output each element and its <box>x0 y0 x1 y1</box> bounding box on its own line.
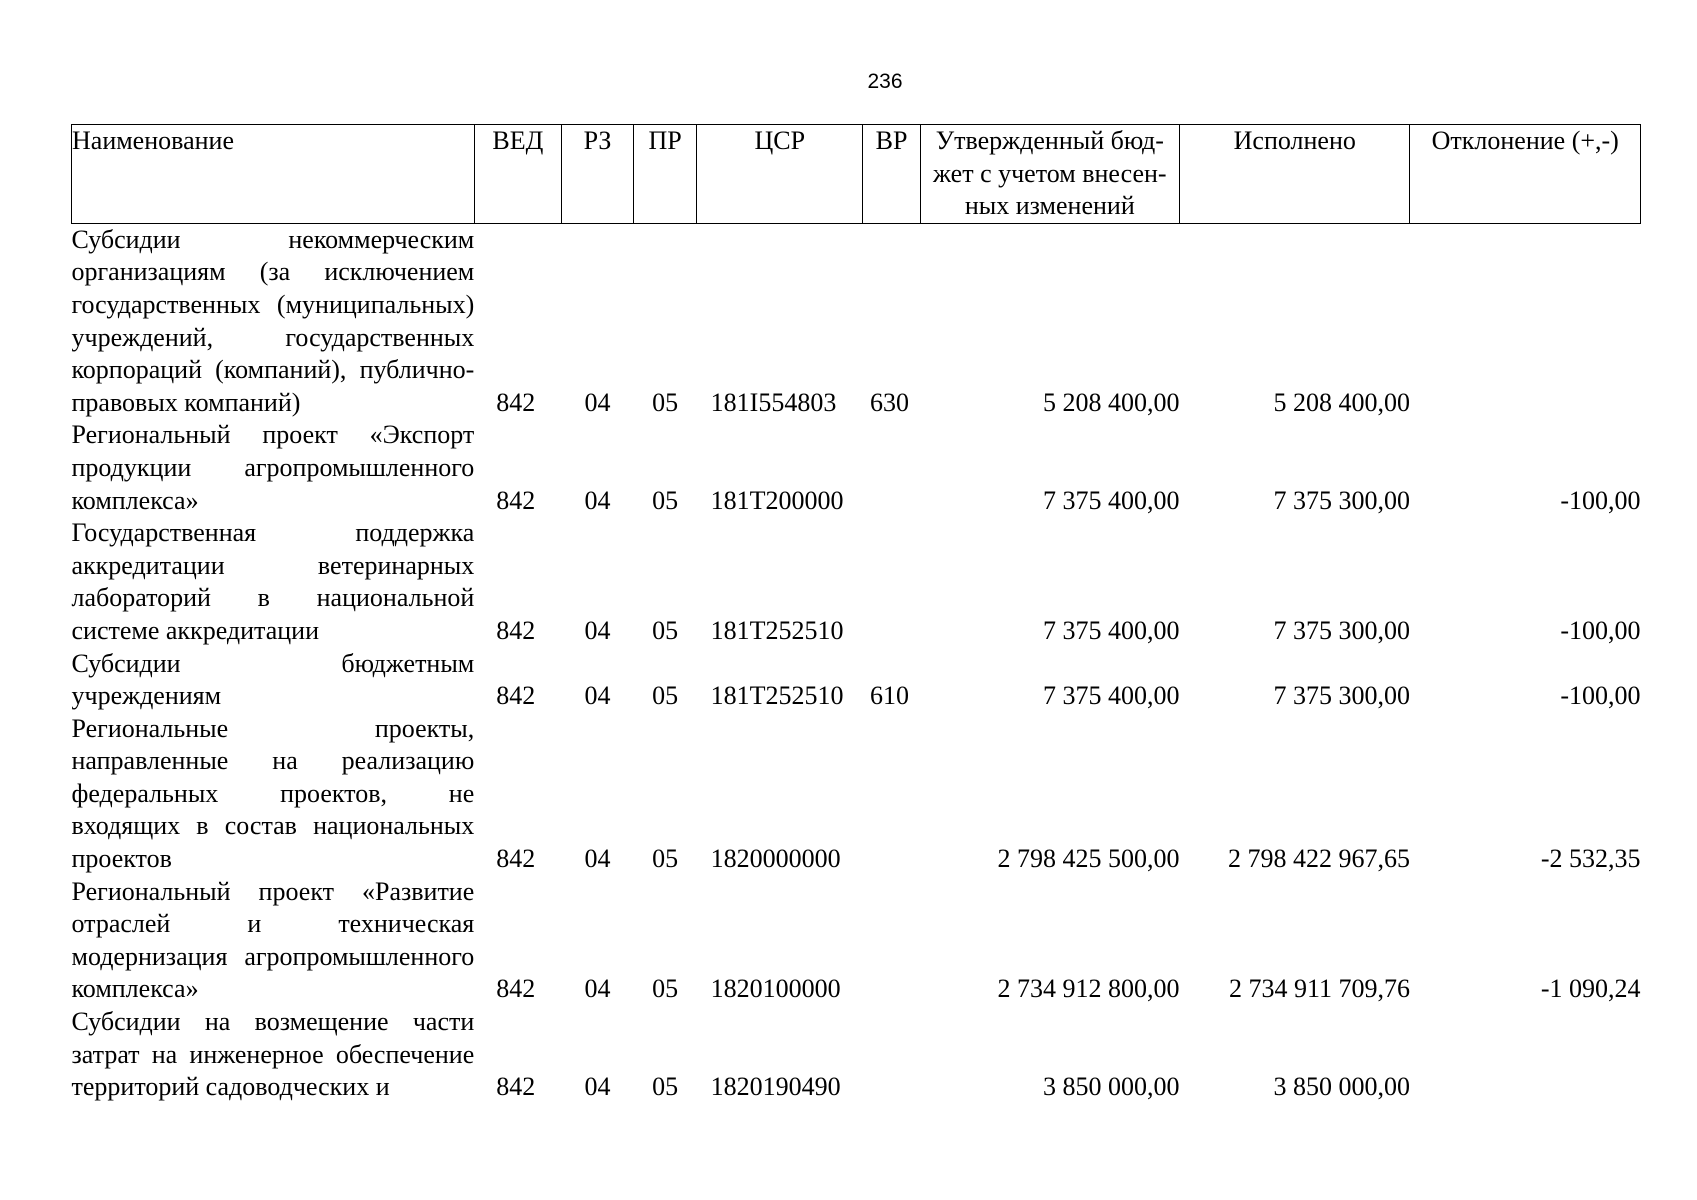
header-name: Наименование <box>72 125 475 224</box>
row-executed: 2 734 911 709,76 <box>1228 974 1410 1004</box>
table-row <box>72 517 1641 647</box>
row-deviation <box>1410 223 1641 419</box>
row-deviation: -100,00 <box>1560 681 1641 711</box>
row-pr: 05 <box>652 485 679 515</box>
row-vr <box>863 713 920 876</box>
row-vr <box>863 876 920 1006</box>
row-csr: 181T200000 <box>710 485 844 515</box>
row-ved: 842 <box>496 1072 536 1102</box>
row-pr: 05 <box>652 387 679 417</box>
header-csr: ЦСР <box>697 125 863 224</box>
row-ved: 842 <box>496 615 536 645</box>
table-row <box>72 713 1641 876</box>
row-name: Субсидии некоммерческим организациям (за исключением государственных (муниципальных) учреждений, государственных корпораций (компаний), публично-правовых компаний) <box>71 224 475 417</box>
row-approved: 7 375 400,00 <box>1043 681 1180 711</box>
table-row <box>72 419 1641 517</box>
row-ved: 842 <box>496 974 536 1004</box>
row-name: Субсидии на возмещение части затрат на инженерное обеспечение территорий садоводческих и <box>71 1007 475 1102</box>
row-approved: 2 734 912 800,00 <box>997 974 1180 1004</box>
row-vr <box>863 517 920 647</box>
row-ved: 842 <box>496 387 536 417</box>
row-executed: 5 208 400,00 <box>1273 387 1410 417</box>
row-name: Региональный проект «Экспорт продукции агропромышленного комплекса» <box>71 420 475 515</box>
table-row <box>72 223 1641 419</box>
row-ved: 842 <box>496 681 536 711</box>
row-executed: 7 375 300,00 <box>1273 681 1410 711</box>
row-name: Региональные проекты, направленные на реализацию федеральных проектов, не входящих в состав национальных проектов <box>71 713 475 874</box>
row-approved: 2 798 425 500,00 <box>997 844 1180 874</box>
header-vr: ВР <box>863 125 920 224</box>
row-deviation <box>1410 1006 1641 1104</box>
row-vr <box>863 419 920 517</box>
row-name: Региональный проект «Развитие отраслей и техническая модернизация агропромышленного комплекса» <box>71 876 475 1004</box>
page-number: 236 <box>867 70 903 93</box>
header-executed: Исполнено <box>1180 125 1410 224</box>
row-vr: 610 <box>869 681 909 711</box>
table-row <box>72 876 1641 1006</box>
row-csr: 181T252510 <box>710 681 844 711</box>
row-pr: 05 <box>652 681 679 711</box>
row-executed: 7 375 300,00 <box>1273 615 1410 645</box>
row-csr: 1820100000 <box>710 974 841 1004</box>
header-pr: ПР <box>634 125 697 224</box>
header-rz: РЗ <box>561 125 633 224</box>
row-approved: 7 375 400,00 <box>1043 615 1180 645</box>
row-vr: 630 <box>869 387 909 417</box>
row-csr: 181I554803 <box>710 387 837 417</box>
row-executed: 7 375 300,00 <box>1273 485 1410 515</box>
row-deviation: -100,00 <box>1560 615 1641 645</box>
row-rz: 04 <box>584 615 611 645</box>
row-pr: 05 <box>652 615 679 645</box>
row-name: Субсидии бюджетным учреждениям <box>71 648 475 711</box>
row-deviation: -2 532,35 <box>1540 844 1641 874</box>
row-ved: 842 <box>496 485 536 515</box>
row-approved: 7 375 400,00 <box>1043 485 1180 515</box>
row-deviation: -100,00 <box>1560 485 1641 515</box>
row-pr: 05 <box>652 844 679 874</box>
row-csr: 1820000000 <box>710 844 841 874</box>
row-rz: 04 <box>584 844 611 874</box>
row-vr <box>863 1006 920 1104</box>
row-executed: 2 798 422 967,65 <box>1227 844 1410 874</box>
row-rz: 04 <box>584 387 611 417</box>
row-pr: 05 <box>652 974 679 1004</box>
table-header-row <box>72 125 1641 224</box>
row-rz: 04 <box>584 681 611 711</box>
row-csr: 1820190490 <box>710 1072 841 1102</box>
table-row <box>72 648 1641 713</box>
row-csr: 181T252510 <box>710 615 844 645</box>
row-ved: 842 <box>496 844 536 874</box>
row-executed: 3 850 000,00 <box>1273 1072 1410 1102</box>
row-pr: 05 <box>652 1072 679 1102</box>
row-deviation: -1 090,24 <box>1540 974 1641 1004</box>
header-deviation: Отклонение (+,-) <box>1410 125 1641 224</box>
header-approved-budget: Утвержденный бюд-жет с учетом внесен-ных изменений <box>920 125 1179 224</box>
row-approved: 3 850 000,00 <box>1043 1072 1180 1102</box>
table-row <box>72 1006 1641 1104</box>
row-approved: 5 208 400,00 <box>1043 387 1180 417</box>
row-name: Государственная поддержка аккредитации ветеринарных лабораторий в национальной системе аккредитации <box>71 518 475 645</box>
budget-execution-table <box>71 124 1641 1104</box>
row-rz: 04 <box>584 485 611 515</box>
header-ved: ВЕД <box>474 125 561 224</box>
row-rz: 04 <box>584 974 611 1004</box>
row-rz: 04 <box>584 1072 611 1102</box>
